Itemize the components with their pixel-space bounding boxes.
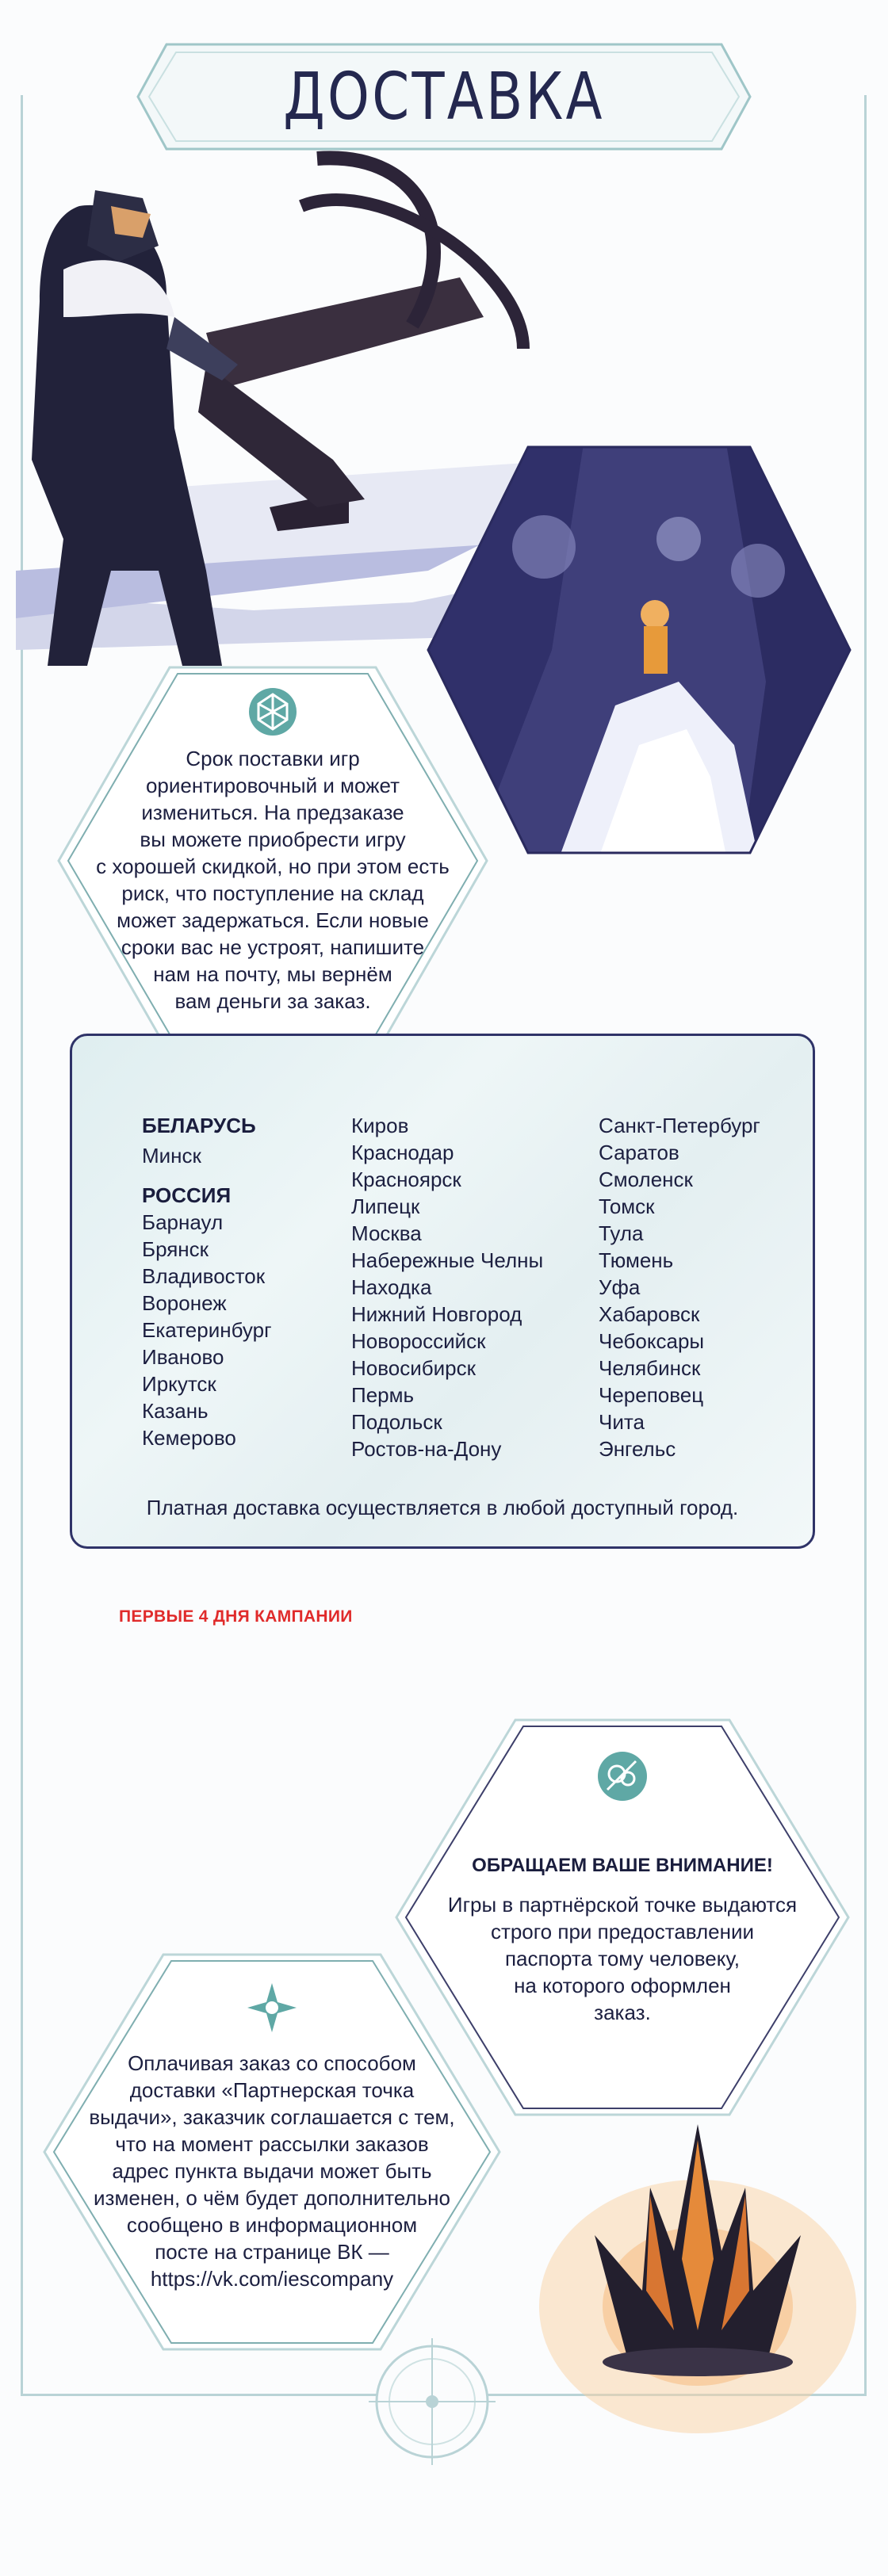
city-item: Санкт-Петербург: [599, 1114, 760, 1137]
attention-line: на которого оформлен: [514, 1974, 731, 1997]
city-item: Тюмень: [599, 1248, 674, 1272]
city-item: Липецк: [351, 1194, 420, 1218]
city-item: Барнаул: [142, 1210, 224, 1234]
partner-text: [68, 2050, 476, 2292]
partner-line: выдачи», заказчик соглашается с тем,: [89, 2105, 455, 2129]
partner-line: сообщено в информационном: [126, 2213, 418, 2237]
city-item: Смоленск: [599, 1168, 693, 1191]
city-item: Иваново: [142, 1345, 224, 1369]
paid-delivery-note: Платная доставка осуществляется в любой доступный город.: [146, 1496, 739, 1519]
city-item: Челябинск: [599, 1356, 701, 1380]
intro-line: с хорошей скидкой, но при этом есть: [96, 854, 450, 878]
alert-eye-icon: [596, 1750, 649, 1802]
partner-hexagon: [36, 1950, 507, 2354]
city-item: Красноярск: [351, 1168, 461, 1191]
city-item: Тула: [599, 1221, 644, 1245]
city-item: Чита: [599, 1410, 645, 1434]
intro-line: Срок поставки игр: [186, 747, 360, 770]
intro-hexagon: [51, 663, 495, 1059]
city-item: Саратов: [599, 1141, 679, 1164]
crystal-illustration: [484, 2093, 856, 2457]
city-item: Кемерово: [142, 1426, 236, 1450]
city-item: Ростов-на-Дону: [351, 1437, 502, 1461]
city-item: Подольск: [351, 1410, 442, 1434]
partner-line: посте на странице ВК —: [155, 2240, 389, 2264]
attention-line: заказ.: [594, 2001, 651, 2024]
city-item: Екатеринбург: [142, 1318, 272, 1342]
cities-column-1: [142, 1112, 272, 1451]
city-item: Набережные Челны: [351, 1248, 544, 1272]
city-item: Пермь: [351, 1383, 415, 1407]
city-item: Киров: [351, 1114, 409, 1137]
intro-line: ориентировочный и может: [145, 774, 400, 797]
city-item: Энгельс: [599, 1437, 676, 1461]
city-item: Череповец: [599, 1383, 704, 1407]
city-item: Находка: [351, 1275, 432, 1299]
country-russia-label: РОССИЯ: [142, 1183, 232, 1207]
intro-line: нам на почту, мы вернём: [153, 962, 392, 986]
partner-line: доставки «Партнерская точка: [129, 2078, 415, 2102]
city-item: Брянск: [142, 1237, 209, 1261]
partner-line: что на момент рассылки заказов: [115, 2132, 429, 2156]
delivery-cities-panel: [70, 1034, 815, 1549]
city-item: Хабаровск: [599, 1302, 700, 1326]
city-item: Новосибирск: [351, 1356, 476, 1380]
city-item: Иркутск: [142, 1372, 216, 1396]
attention-line: Игры в партнёрской точке выдаются: [447, 1893, 798, 1917]
intro-line: сроки вас не устроят, напишите: [121, 935, 425, 959]
city-item: Казань: [142, 1399, 209, 1423]
page-title: ДОСТАВКА: [283, 59, 605, 135]
intro-text: [82, 745, 463, 1015]
cities-column-2: [351, 1112, 543, 1462]
compass-ornament: [341, 2322, 523, 2481]
city-item: Новороссийск: [351, 1329, 486, 1353]
frame-right: [864, 95, 867, 2394]
intro-line: вам деньги за заказ.: [174, 989, 371, 1013]
country-belarus-label: БЕЛАРУСЬ: [142, 1114, 256, 1137]
intro-line: риск, что поступление на склад: [121, 881, 424, 905]
intro-line: измениться. На предзаказе: [141, 801, 404, 824]
city-item: Москва: [351, 1221, 422, 1245]
attention-line: строго при предоставлении: [490, 1920, 755, 1943]
attention-line: паспорта тому человеку,: [504, 1947, 741, 1970]
campaign-note: ПЕРВЫЕ 4 ДНЯ КАМПАНИИ: [119, 1607, 353, 1626]
partner-line: адрес пункта выдачи может быть: [112, 2159, 432, 2183]
intro-line: вы можете приобрести игру: [140, 827, 406, 851]
city-item: Томск: [599, 1194, 655, 1218]
city-item: Чебоксары: [599, 1329, 705, 1353]
city-item: Уфа: [599, 1275, 641, 1299]
partner-line: https://vk.com/iescompany: [150, 2267, 394, 2291]
city-item: Владивосток: [142, 1264, 266, 1288]
city-item: Краснодар: [351, 1141, 454, 1164]
attention-title: ОБРАЩАЕМ ВАШЕ ВНИМАНИЕ!: [472, 1855, 773, 1876]
intro-line: может задержаться. Если новые: [117, 908, 429, 932]
snowflake-icon: [247, 686, 298, 737]
cities-column-3: [599, 1112, 760, 1462]
partner-line: Оплачивая заказ со способом: [128, 2051, 416, 2075]
partner-line: изменен, о чём будет дополнительно: [94, 2186, 450, 2210]
city-item: Воронеж: [142, 1291, 227, 1315]
city-item: Нижний Новгород: [351, 1302, 522, 1326]
star-crystal-icon: [246, 1982, 298, 2034]
city-item: Минск: [142, 1144, 201, 1168]
